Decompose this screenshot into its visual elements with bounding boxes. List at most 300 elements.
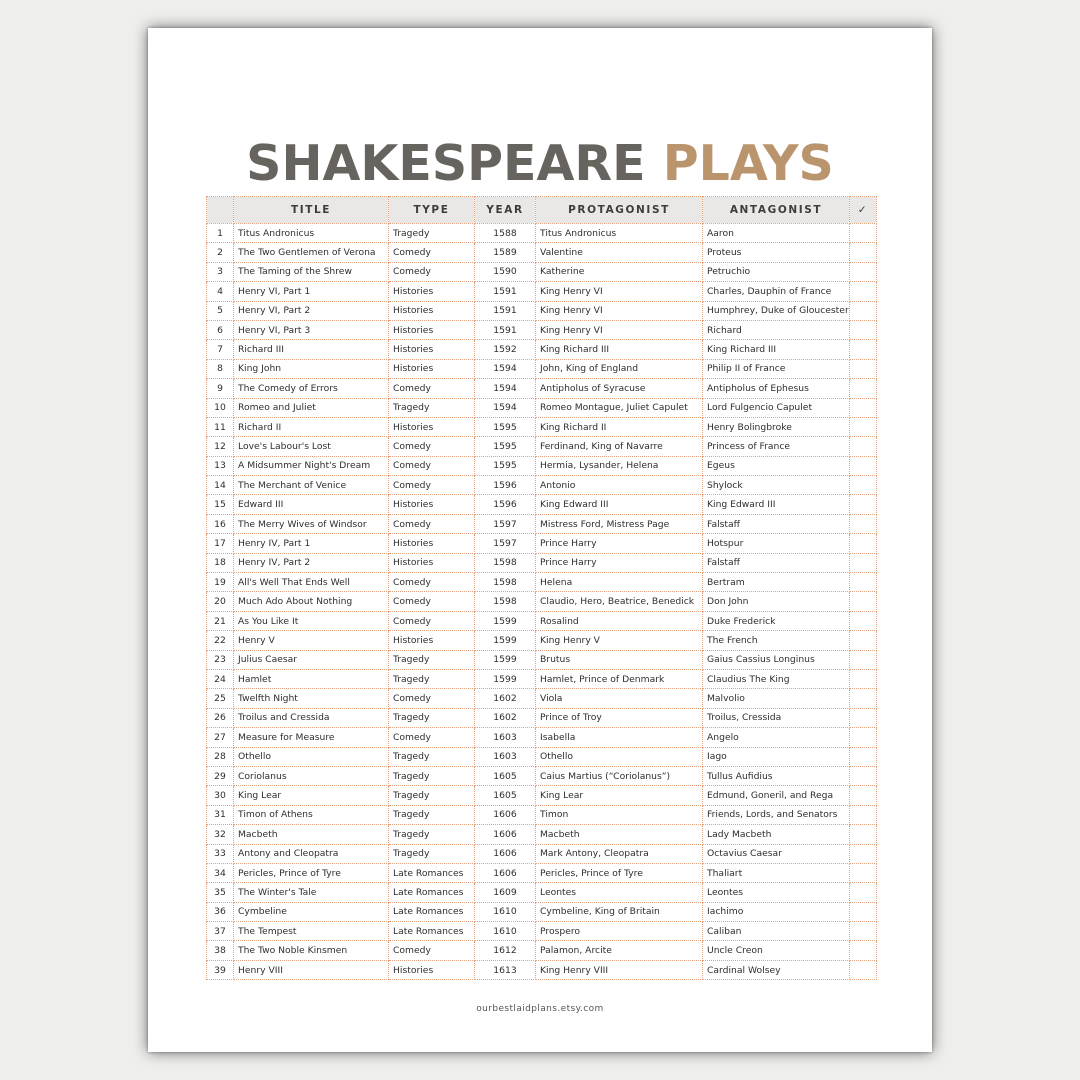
checkbox-cell[interactable] [850,495,877,514]
play-type: Comedy [389,476,475,495]
table-row [207,495,877,514]
play-type: Tragedy [389,669,475,688]
checkbox-cell[interactable] [850,282,877,301]
row-number: 26 [207,708,234,727]
table-row [207,379,877,398]
play-protagonist: Prince Harry [536,553,703,572]
checkbox-cell[interactable] [850,224,877,243]
header-protagonist: PROTAGONIST [536,197,703,224]
header-check-icon: ✓ [850,197,877,224]
play-title: Henry V [234,631,389,650]
play-year: 1613 [475,960,536,979]
play-title: The Comedy of Errors [234,379,389,398]
row-number: 32 [207,825,234,844]
row-number: 21 [207,611,234,630]
table-row [207,766,877,785]
table-row [207,941,877,960]
row-number: 2 [207,243,234,262]
play-protagonist: King Henry VI [536,320,703,339]
play-antagonist: Iago [703,747,850,766]
play-protagonist: King Richard III [536,340,703,359]
row-number: 23 [207,650,234,669]
play-title: As You Like It [234,611,389,630]
play-type: Tragedy [389,825,475,844]
play-protagonist: Prince of Troy [536,708,703,727]
play-protagonist: Rosalind [536,611,703,630]
play-year: 1605 [475,786,536,805]
play-type: Tragedy [389,786,475,805]
checkbox-cell[interactable] [850,689,877,708]
row-number: 34 [207,863,234,882]
play-antagonist: Thaliart [703,863,850,882]
play-protagonist: Valentine [536,243,703,262]
table-row [207,611,877,630]
play-protagonist: King Richard II [536,417,703,436]
play-antagonist: Cardinal Wolsey [703,960,850,979]
play-antagonist: Leontes [703,883,850,902]
play-type: Comedy [389,514,475,533]
table-row [207,728,877,747]
play-antagonist: Troilus, Cressida [703,708,850,727]
play-type: Tragedy [389,224,475,243]
play-title: Hamlet [234,669,389,688]
checkbox-cell[interactable] [850,398,877,417]
play-title: Twelfth Night [234,689,389,708]
play-protagonist: King Lear [536,786,703,805]
play-protagonist: King Henry VIII [536,960,703,979]
play-year: 1594 [475,359,536,378]
play-protagonist: Brutus [536,650,703,669]
row-number: 4 [207,282,234,301]
play-year: 1595 [475,456,536,475]
play-title: Macbeth [234,825,389,844]
play-protagonist: King Henry VI [536,301,703,320]
play-year: 1599 [475,669,536,688]
play-year: 1610 [475,902,536,921]
page-title [148,134,932,194]
table-row [207,437,877,456]
play-antagonist: Angelo [703,728,850,747]
table-row [207,456,877,475]
play-protagonist: Palamon, Arcite [536,941,703,960]
play-antagonist: Uncle Creon [703,941,850,960]
play-type: Comedy [389,573,475,592]
play-title: Henry IV, Part 2 [234,553,389,572]
play-title: Henry VI, Part 2 [234,301,389,320]
play-type: Comedy [389,379,475,398]
play-year: 1599 [475,631,536,650]
play-type: Comedy [389,689,475,708]
play-antagonist: Edmund, Goneril, and Rega [703,786,850,805]
play-title: Henry VIII [234,960,389,979]
play-type: Late Romances [389,883,475,902]
checkbox-cell[interactable] [850,476,877,495]
checkbox-cell[interactable] [850,960,877,979]
play-protagonist: Othello [536,747,703,766]
table-row [207,224,877,243]
row-number: 7 [207,340,234,359]
play-antagonist: Henry Bolingbroke [703,417,850,436]
play-title: Henry VI, Part 1 [234,282,389,301]
play-antagonist: The French [703,631,850,650]
row-number: 30 [207,786,234,805]
play-protagonist: Mistress Ford, Mistress Page [536,514,703,533]
row-number: 38 [207,941,234,960]
play-title: Julius Caesar [234,650,389,669]
play-type: Late Romances [389,863,475,882]
row-number: 25 [207,689,234,708]
row-number: 36 [207,902,234,921]
play-year: 1591 [475,320,536,339]
row-number: 13 [207,456,234,475]
table-row [207,825,877,844]
row-number: 10 [207,398,234,417]
checkbox-cell[interactable] [850,844,877,863]
play-type: Histories [389,495,475,514]
play-year: 1602 [475,689,536,708]
play-type: Histories [389,320,475,339]
play-antagonist: Lady Macbeth [703,825,850,844]
checkbox-cell[interactable] [850,340,877,359]
play-year: 1609 [475,883,536,902]
play-title: Troilus and Cressida [234,708,389,727]
play-year: 1591 [475,282,536,301]
play-type: Histories [389,301,475,320]
row-number: 19 [207,573,234,592]
row-number: 15 [207,495,234,514]
play-title: Othello [234,747,389,766]
play-type: Comedy [389,941,475,960]
play-antagonist: Don John [703,592,850,611]
row-number: 6 [207,320,234,339]
table-row [207,631,877,650]
play-title: King Lear [234,786,389,805]
table-row [207,359,877,378]
row-number: 39 [207,960,234,979]
table-header-row [207,197,877,224]
checkbox-cell[interactable] [850,883,877,902]
play-protagonist: King Edward III [536,495,703,514]
table-row [207,340,877,359]
play-protagonist: Helena [536,573,703,592]
checkbox-cell[interactable] [850,650,877,669]
table-row [207,534,877,553]
play-year: 1599 [475,611,536,630]
play-protagonist: Romeo Montague, Juliet Capulet [536,398,703,417]
title-word-shakespeare: SHAKESPEARE [246,135,646,192]
row-number: 24 [207,669,234,688]
play-year: 1598 [475,553,536,572]
table-row [207,514,877,533]
play-type: Tragedy [389,650,475,669]
play-protagonist: Pericles, Prince of Tyre [536,863,703,882]
play-antagonist: Antipholus of Ephesus [703,379,850,398]
play-title: The Two Gentlemen of Verona [234,243,389,262]
play-antagonist: Caliban [703,922,850,941]
checkbox-cell[interactable] [850,379,877,398]
row-number: 8 [207,359,234,378]
table-row [207,553,877,572]
play-type: Tragedy [389,398,475,417]
play-antagonist: Aaron [703,224,850,243]
play-type: Histories [389,553,475,572]
table-row [207,476,877,495]
play-type: Tragedy [389,708,475,727]
play-antagonist: Friends, Lords, and Senators [703,805,850,824]
row-number: 29 [207,766,234,785]
play-antagonist: Tullus Aufidius [703,766,850,785]
play-antagonist: Richard [703,320,850,339]
printable-sheet [148,28,932,1052]
header-antagonist: ANTAGONIST [703,197,850,224]
table-body [207,224,877,980]
table-row [207,708,877,727]
play-title: Edward III [234,495,389,514]
play-type: Histories [389,282,475,301]
header-title: TITLE [234,197,389,224]
row-number: 11 [207,417,234,436]
header-year: YEAR [475,197,536,224]
play-protagonist: Isabella [536,728,703,747]
play-title: The Merry Wives of Windsor [234,514,389,533]
checkbox-cell[interactable] [850,592,877,611]
play-year: 1592 [475,340,536,359]
table-row [207,863,877,882]
play-protagonist: Claudio, Hero, Beatrice, Benedick [536,592,703,611]
checkbox-cell[interactable] [850,573,877,592]
checkbox-cell[interactable] [850,611,877,630]
play-type: Late Romances [389,922,475,941]
play-year: 1597 [475,534,536,553]
play-antagonist: Hotspur [703,534,850,553]
header-type: TYPE [389,197,475,224]
row-number: 16 [207,514,234,533]
checkbox-cell[interactable] [850,359,877,378]
play-antagonist: Egeus [703,456,850,475]
table-row [207,262,877,281]
row-number: 20 [207,592,234,611]
checkbox-cell[interactable] [850,708,877,727]
play-type: Histories [389,534,475,553]
play-year: 1598 [475,573,536,592]
play-antagonist: Gaius Cassius Longinus [703,650,850,669]
checkbox-cell[interactable] [850,786,877,805]
play-type: Histories [389,359,475,378]
play-type: Tragedy [389,805,475,824]
play-antagonist: Charles, Dauphin of France [703,282,850,301]
play-antagonist: Falstaff [703,514,850,533]
play-year: 1606 [475,825,536,844]
title-word-plays: PLAYS [662,135,834,192]
table-row [207,786,877,805]
play-antagonist: Malvolio [703,689,850,708]
play-antagonist: Falstaff [703,553,850,572]
row-number: 1 [207,224,234,243]
play-protagonist: Titus Andronicus [536,224,703,243]
play-type: Comedy [389,243,475,262]
play-antagonist: Shylock [703,476,850,495]
play-title: All's Well That Ends Well [234,573,389,592]
checkbox-cell[interactable] [850,863,877,882]
play-protagonist: Ferdinand, King of Navarre [536,437,703,456]
play-year: 1594 [475,379,536,398]
table-row [207,573,877,592]
play-year: 1599 [475,650,536,669]
play-type: Histories [389,417,475,436]
play-title: Henry VI, Part 3 [234,320,389,339]
play-type: Late Romances [389,902,475,921]
play-year: 1596 [475,476,536,495]
checkbox-cell[interactable] [850,669,877,688]
play-antagonist: Proteus [703,243,850,262]
table-row [207,922,877,941]
checkbox-cell[interactable] [850,456,877,475]
play-antagonist: Iachimo [703,902,850,921]
row-number: 17 [207,534,234,553]
play-title: The Two Noble Kinsmen [234,941,389,960]
play-year: 1589 [475,243,536,262]
row-number: 31 [207,805,234,824]
play-type: Comedy [389,456,475,475]
play-type: Comedy [389,611,475,630]
play-protagonist: Caius Martius (“Coriolanus”) [536,766,703,785]
play-protagonist: Leontes [536,883,703,902]
play-protagonist: Prince Harry [536,534,703,553]
checkbox-cell[interactable] [850,301,877,320]
table-row [207,320,877,339]
play-year: 1606 [475,844,536,863]
play-protagonist: Katherine [536,262,703,281]
checkbox-cell[interactable] [850,747,877,766]
checkbox-cell[interactable] [850,805,877,824]
play-title: Love's Labour's Lost [234,437,389,456]
play-title: Cymbeline [234,902,389,921]
play-title: Richard III [234,340,389,359]
play-year: 1610 [475,922,536,941]
play-title: Henry IV, Part 1 [234,534,389,553]
play-year: 1594 [475,398,536,417]
play-type: Histories [389,340,475,359]
play-protagonist: Hermia, Lysander, Helena [536,456,703,475]
table-row [207,592,877,611]
checkbox-cell[interactable] [850,514,877,533]
checkbox-cell[interactable] [850,631,877,650]
checkbox-cell[interactable] [850,320,877,339]
play-protagonist: Hamlet, Prince of Denmark [536,669,703,688]
header-num [207,197,234,224]
row-number: 28 [207,747,234,766]
play-title: Antony and Cleopatra [234,844,389,863]
play-title: Coriolanus [234,766,389,785]
play-antagonist: Humphrey, Duke of Gloucester [703,301,850,320]
table-row [207,301,877,320]
play-type: Histories [389,631,475,650]
play-antagonist: Claudius The King [703,669,850,688]
checkbox-cell[interactable] [850,728,877,747]
table-row [207,417,877,436]
table-row [207,243,877,262]
play-year: 1597 [475,514,536,533]
row-number: 3 [207,262,234,281]
play-protagonist: King Henry VI [536,282,703,301]
play-title: King John [234,359,389,378]
play-antagonist: Octavius Caesar [703,844,850,863]
play-title: Richard II [234,417,389,436]
checkbox-cell[interactable] [850,922,877,941]
row-number: 33 [207,844,234,863]
table-row [207,650,877,669]
checkbox-cell[interactable] [850,243,877,262]
checkbox-cell[interactable] [850,534,877,553]
play-protagonist: Antipholus of Syracuse [536,379,703,398]
play-title: The Tempest [234,922,389,941]
play-year: 1603 [475,747,536,766]
play-antagonist: Bertram [703,573,850,592]
play-year: 1590 [475,262,536,281]
play-year: 1605 [475,766,536,785]
row-number: 27 [207,728,234,747]
checkbox-cell[interactable] [850,825,877,844]
play-protagonist: Cymbeline, King of Britain [536,902,703,921]
checkbox-cell[interactable] [850,262,877,281]
play-year: 1591 [475,301,536,320]
play-protagonist: Mark Antony, Cleopatra [536,844,703,863]
table-row [207,747,877,766]
row-number: 22 [207,631,234,650]
play-type: Comedy [389,728,475,747]
play-title: Timon of Athens [234,805,389,824]
row-number: 18 [207,553,234,572]
table-row [207,669,877,688]
row-number: 9 [207,379,234,398]
play-antagonist: Lord Fulgencio Capulet [703,398,850,417]
row-number: 12 [207,437,234,456]
table-row [207,282,877,301]
play-title: The Winter's Tale [234,883,389,902]
checkbox-cell[interactable] [850,417,877,436]
checkbox-cell[interactable] [850,941,877,960]
play-year: 1602 [475,708,536,727]
play-title: Pericles, Prince of Tyre [234,863,389,882]
play-protagonist: Macbeth [536,825,703,844]
checkbox-cell[interactable] [850,766,877,785]
play-antagonist: Philip II of France [703,359,850,378]
play-type: Histories [389,960,475,979]
play-type: Tragedy [389,844,475,863]
play-year: 1606 [475,863,536,882]
footer-url: ourbestlaidplans.etsy.com [476,1004,604,1014]
play-year: 1596 [475,495,536,514]
play-year: 1603 [475,728,536,747]
table-row [207,805,877,824]
plays-table [206,196,877,980]
play-title: A Midsummer Night's Dream [234,456,389,475]
row-number: 5 [207,301,234,320]
table-row [207,883,877,902]
checkbox-cell[interactable] [850,437,877,456]
play-protagonist: Viola [536,689,703,708]
checkbox-cell[interactable] [850,553,877,572]
play-antagonist: Duke Frederick [703,611,850,630]
play-antagonist: King Richard III [703,340,850,359]
checkbox-cell[interactable] [850,902,877,921]
table-row [207,844,877,863]
table-row [207,689,877,708]
play-title: Titus Andronicus [234,224,389,243]
play-protagonist: John, King of England [536,359,703,378]
play-type: Tragedy [389,747,475,766]
row-number: 35 [207,883,234,902]
